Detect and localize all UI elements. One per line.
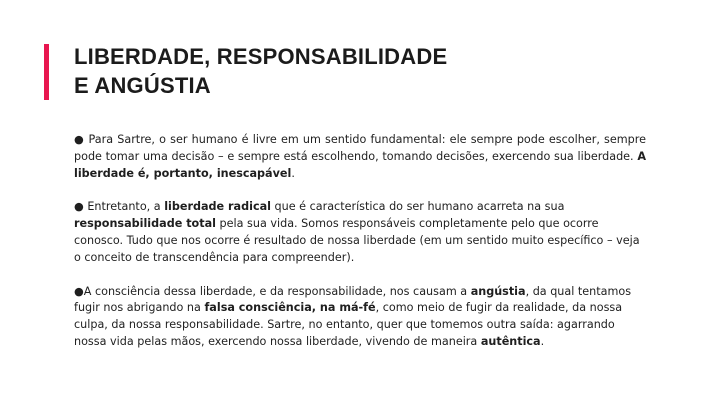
paragraph-3-text-b: , da qual tentamos fugir nos abrigando na xyxy=(74,284,632,315)
paragraph-1 xyxy=(74,132,646,182)
paragraph-2-text-b: que é característica do ser humano acarreta na sua xyxy=(270,200,565,214)
slide-body xyxy=(74,132,646,368)
paragraph-3-bold-2: falsa consciência, na má-fé xyxy=(204,301,376,315)
paragraph-1-text: ● Para Sartre, o ser humano é livre em um sentido fundamental: ele sempre pode escolher, sempre pode tomar uma decisão – e sempre está escolhendo, tomando decisões, exercendo sua liberdade. xyxy=(74,133,646,163)
paragraph-2-bold-1: liberdade radical xyxy=(164,200,271,214)
paragraph-1-bold: A liberdade é, portanto, inescapável xyxy=(74,149,646,180)
paragraph-3 xyxy=(74,284,646,351)
slide-title xyxy=(74,42,674,100)
title-line-2: E ANGÚSTIA xyxy=(74,73,211,98)
paragraph-3-bold-3: autêntica xyxy=(480,334,541,348)
paragraph-3-bold-1: angústia xyxy=(470,284,526,298)
title-line-1: LIBERDADE, RESPONSABILIDADE xyxy=(74,44,448,69)
paragraph-2 xyxy=(74,199,646,266)
paragraph-3-text-a: ●A consciência dessa liberdade, e da responsabilidade, nos causam a xyxy=(74,284,471,298)
paragraph-2-bold-2: responsabilidade total xyxy=(74,217,216,231)
paragraph-2-text-c: pela sua vida. Somos responsáveis completamente pelo que ocorre conosco. Tudo que nos ocorre é resultado de nossa liberdade (em um sentido muito específico – veja o conceito de transcendência para compreender). xyxy=(74,217,640,264)
paragraph-2-text-a: ● Entretanto, a xyxy=(74,200,165,214)
paragraph-1-end: . xyxy=(291,166,295,180)
title-accent-bar xyxy=(44,44,49,100)
paragraph-3-text-c: , como meio de fugir da realidade, da nossa culpa, da nossa responsabilidade. Sartre, no entanto, quer que tomemos outra saída: agarrando nossa vida pelas mãos, exercendo nossa liberdade, vivendo de maneira xyxy=(74,301,623,348)
paragraph-3-end: . xyxy=(540,334,545,348)
